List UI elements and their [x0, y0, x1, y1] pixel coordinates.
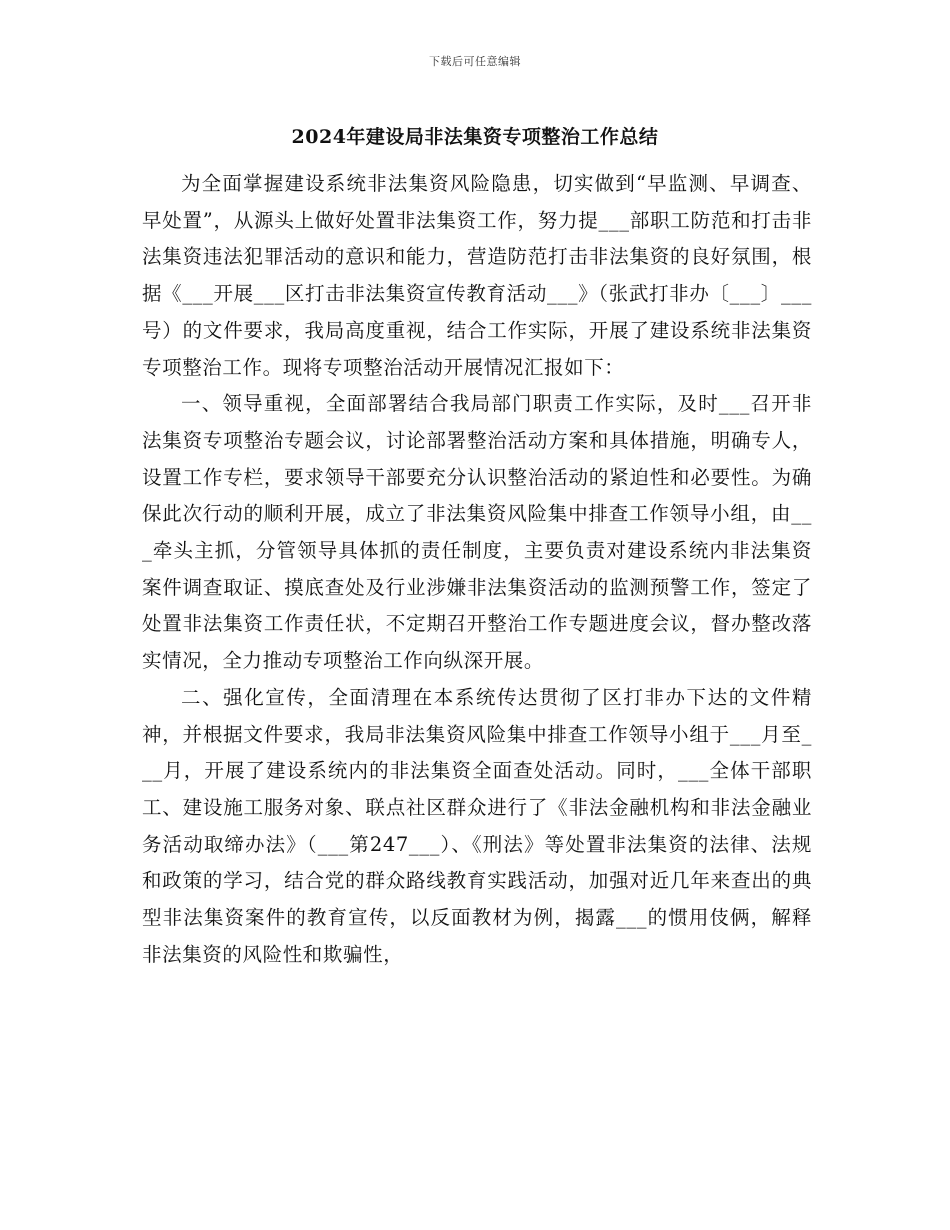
- paragraph-section-1: 一、领导重视，全面部署结合我局部门职责工作实际，及时___召开非法集资专项整治专题会议，讨论部署整治活动方案和具体措施，明确专人，设置工作专栏，要求领导干部要充分认识整治活动的紧迫性和必要性。为确保此次行动的顺利开展，成立了非法集资风险集中排查工作领导小组，由___牵头主抓，分管领导具体抓的责任制度，主要负责对建设系统内非法集资案件调查取证、摸底查处及行业涉嫌非法集资活动的监测预警工作，签定了处置非法集资工作责任状，不定期召开整治工作专题进度会议，督办整改落实情况，全力推动专项整治工作向纵深开展。: [142, 392, 812, 673]
- paragraph-intro: 为全面掌握建设系统非法集资风险隐患，切实做到“早监测、早调查、早处置”，从源头上做好处置非法集资工作，努力提___部职工防范和打击非法集资违法犯罪活动的意识和能力，营造防范打击非法集资的良好氛围，根据《___开展___区打击非法集资宣传教育活动___》（张武打非办〔___〕___号）的文件要求，我局高度重视，结合工作实际，开展了建设系统非法集资专项整治工作。现将专项整治活动开展情况汇报如下：: [142, 172, 812, 379]
- document-title: 2024年建设局非法集资专项整治工作总结: [291, 126, 659, 148]
- page-header-note: 下载后可任意编辑: [429, 55, 521, 68]
- paragraph-section-2: 二、强化宣传，全面清理在本系统传达贯彻了区打非办下达的文件精神，并根据文件要求，我局非法集资风险集中排查工作领导小组于___月至___月，开展了建设系统内的非法集资全面查处活动。同时，___全体干部职工、建设施工服务对象、联点社区群众进行了《非法金融机构和非法金融业务活动取缔办法》（___第247___）、《刑法》等处置非法集资的法律、法规和政策的学习，结合党的群众路线教育实践活动，加强对近几年来查出的典型非法集资案件的教育宣传，以反面教材为例，揭露___的惯用伎俩，解释非法集资的风险性和欺骗性，: [142, 685, 812, 966]
- document-body: [142, 166, 812, 973]
